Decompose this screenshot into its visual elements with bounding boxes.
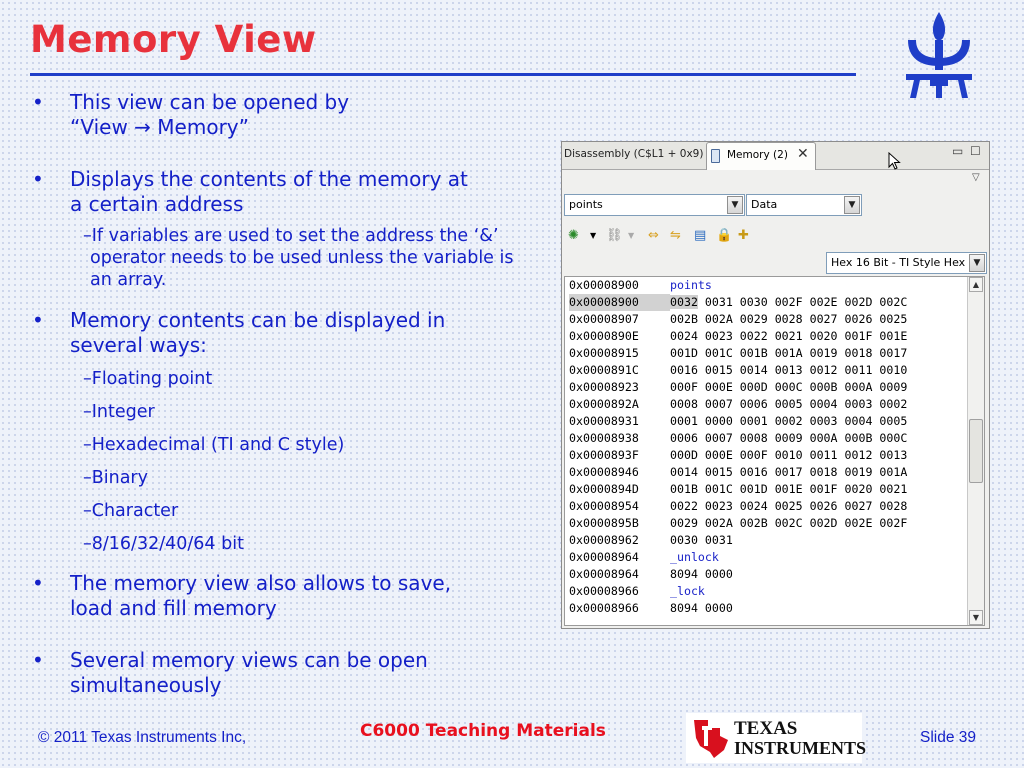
memory-values: 0001 0000 0001 0002 0003 0004 0005 — [670, 414, 908, 428]
sub-bullet-text: –If variables are used to set the address the ‘&’ operator needs to be used unless the variable is an array. — [83, 226, 514, 290]
scrollbar-thumb[interactable] — [969, 419, 983, 483]
bullet-item — [30, 571, 540, 621]
sub-bullet-text: –Hexadecimal (TI and C style) — [83, 435, 345, 455]
bullet-dot: • — [32, 648, 44, 672]
bullet-text-cont: a certain address — [70, 192, 244, 216]
bullet-item — [30, 90, 540, 140]
bullet-item — [30, 648, 540, 698]
bullet-item — [30, 167, 540, 217]
bullet-item — [30, 308, 540, 358]
bullet-list — [30, 88, 540, 698]
memory-address: 0x00008954 — [569, 499, 639, 513]
ti-map-icon — [690, 716, 730, 760]
sub-bullet — [30, 533, 540, 555]
memory-row[interactable] — [569, 328, 907, 345]
chevron-down-icon[interactable]: ▼ — [969, 254, 985, 272]
memory-address: 0x0000895B — [569, 516, 639, 530]
vertical-scrollbar[interactable] — [967, 277, 984, 625]
memory-address: 0x00008923 — [569, 380, 639, 394]
memory-address: 0x00008966 — [569, 601, 639, 615]
memory-address: 0x0000891C — [569, 363, 639, 377]
sub-bullet — [30, 225, 540, 291]
bullet-text: Displays the contents of the memory at — [70, 167, 468, 191]
memory-row[interactable] — [569, 277, 907, 294]
lock-icon[interactable]: 🔒 — [716, 228, 733, 243]
view-tab-bar — [562, 142, 989, 170]
memory-row[interactable] — [569, 294, 907, 311]
memory-symbol: _unlock — [670, 550, 719, 564]
memory-values: 0014 0015 0016 0017 0018 0019 001A — [670, 465, 908, 479]
minimize-icon[interactable]: ▭ — [952, 144, 964, 158]
scroll-up-icon[interactable]: ▲ — [969, 277, 983, 292]
memory-address: 0x00008966 — [569, 584, 639, 598]
bullet-text-cont: several ways: — [70, 333, 207, 357]
memory-address: 0x0000892A — [569, 397, 639, 411]
university-emblem-icon — [900, 10, 978, 104]
bullet-dot: • — [32, 167, 44, 191]
memory-row[interactable] — [569, 345, 907, 362]
memory-row[interactable] — [569, 430, 907, 447]
memory-row[interactable] — [569, 379, 907, 396]
bullet-text-cont: load and fill memory — [70, 596, 277, 620]
sub-bullet — [30, 434, 540, 456]
memory-row[interactable] — [569, 396, 907, 413]
memory-type-value: Data — [751, 198, 778, 211]
memory-values: 001D 001C 001B 001A 0019 0018 0017 — [670, 346, 908, 360]
address-input-value: points — [569, 198, 603, 211]
memory-address: 0x00008946 — [569, 465, 639, 479]
memory-values: 0024 0023 0022 0021 0020 001F 001E — [670, 329, 908, 343]
view-menu-chevron-down-icon[interactable]: ▽ — [972, 172, 980, 183]
memory-row[interactable] — [569, 464, 907, 481]
memory-address: 0x00008938 — [569, 431, 639, 445]
slide-number: Slide 39 — [920, 729, 977, 746]
memory-dump-area[interactable] — [564, 276, 985, 626]
memory-symbol: _lock — [670, 584, 705, 598]
memory-tab-icon — [711, 149, 720, 163]
memory-value-highlighted: 0032 — [670, 295, 698, 309]
bullet-text: This view can be opened by — [70, 90, 350, 114]
memory-view-window — [561, 141, 990, 629]
memory-values: 0006 0007 0008 0009 000A 000B 000C — [670, 431, 908, 445]
copyright-text: © 2011 Texas Instruments Inc, — [38, 729, 247, 746]
memory-values: 8094 0000 — [670, 601, 733, 615]
sub-bullet — [30, 500, 540, 522]
memory-address: 0x00008915 — [569, 346, 639, 360]
maximize-icon[interactable]: ☐ — [970, 144, 981, 158]
memory-row[interactable] — [569, 447, 907, 464]
dropdown-arrow-icon[interactable]: ▼ — [628, 231, 635, 240]
memory-values: 000F 000E 000D 000C 000B 000A 0009 — [670, 380, 908, 394]
memory-address: 0x0000890E — [569, 329, 639, 343]
mouse-cursor-icon — [888, 152, 902, 172]
tab-memory[interactable] — [706, 142, 816, 170]
bullet-text: Several memory views can be open — [70, 648, 428, 672]
memory-row[interactable] — [569, 549, 907, 566]
memory-type-select[interactable] — [746, 194, 862, 216]
memory-address: 0x0000893F — [569, 448, 639, 462]
save-memory-icon[interactable]: ▤ — [694, 228, 707, 243]
memory-address: 0x00008962 — [569, 533, 639, 547]
sub-bullet — [30, 467, 540, 489]
chevron-down-icon[interactable]: ▼ — [727, 196, 743, 214]
bullet-text: Memory contents can be displayed in — [70, 308, 446, 332]
sub-bullet-text: –Character — [83, 501, 179, 521]
slide-title: Memory View — [30, 18, 317, 61]
format-select-value: Hex 16 Bit - TI Style Hex — [831, 256, 966, 269]
memory-rows — [569, 277, 907, 617]
memory-row[interactable] — [569, 481, 907, 498]
sub-bullet-text: –Integer — [83, 402, 155, 422]
memory-row[interactable] — [569, 566, 907, 583]
memory-values: 002B 002A 0029 0028 0027 0026 0025 — [670, 312, 908, 326]
memory-values: 0016 0015 0014 0013 0012 0011 0010 — [670, 363, 908, 377]
memory-values: 0022 0023 0024 0025 0026 0027 0028 — [670, 499, 908, 513]
address-input[interactable] — [564, 194, 745, 216]
sub-bullet-text: –Floating point — [83, 369, 213, 389]
sub-bullet-text: –8/16/32/40/64 bit — [83, 534, 244, 554]
memory-values: 0008 0007 0006 0005 0004 0003 0002 — [670, 397, 908, 411]
memory-row[interactable] — [569, 311, 907, 328]
memory-row[interactable] — [569, 413, 907, 430]
memory-address: 0x0000894D — [569, 482, 639, 496]
memory-address: 0x00008931 — [569, 414, 639, 428]
sub-bullet — [30, 401, 540, 423]
tab-memory-label: Memory (2) — [727, 149, 788, 161]
sub-bullet — [30, 368, 540, 390]
scroll-down-icon[interactable]: ▼ — [969, 610, 983, 625]
import-memory-icon[interactable]: ⇔ — [648, 228, 659, 243]
memory-row[interactable] — [569, 498, 907, 515]
ti-brand-line1: TEXAS — [734, 718, 798, 739]
memory-values: 0031 0030 002F 002E 002D 002C — [704, 295, 908, 309]
memory-values: 8094 0000 — [670, 567, 733, 581]
bullet-dot: • — [32, 571, 44, 595]
memory-address: 0x00008907 — [569, 312, 639, 326]
dropdown-arrow-icon[interactable]: ▼ — [590, 231, 597, 240]
bullet-text-cont: simultaneously — [70, 673, 222, 697]
memory-row[interactable] — [569, 600, 907, 617]
close-icon[interactable]: ✕ — [797, 146, 809, 162]
footer-course-title: C6000 Teaching Materials — [360, 721, 606, 741]
memory-address: 0x00008900 — [569, 294, 670, 311]
texas-instruments-logo — [686, 713, 867, 763]
bullet-dot: • — [32, 308, 44, 332]
memory-address: 0x00008964 — [569, 567, 639, 581]
sub-bullet-text: –Binary — [83, 468, 148, 488]
tab-disassembly[interactable]: Disassembly (C$L1 + 0x9) — [564, 148, 704, 160]
new-memory-view-icon[interactable]: ✚ — [738, 228, 749, 243]
format-select[interactable] — [826, 252, 987, 274]
bullet-dot: • — [32, 90, 44, 114]
title-underline — [30, 73, 856, 76]
bullet-text-cont: “View → Memory” — [70, 115, 249, 139]
memory-row[interactable] — [569, 532, 907, 549]
ti-brand-line2: INSTRUMENTS — [734, 738, 867, 758]
memory-row[interactable] — [569, 515, 907, 532]
link-icon[interactable]: ⛓ — [606, 228, 623, 243]
memory-symbol: points — [670, 278, 712, 292]
memory-row[interactable] — [569, 362, 907, 379]
memory-values: 0029 002A 002B 002C 002D 002E 002F — [670, 516, 908, 530]
bullet-text: The memory view also allows to save, — [70, 571, 452, 595]
refresh-icon[interactable]: ✺ — [568, 228, 579, 243]
chevron-down-icon[interactable]: ▼ — [844, 196, 860, 214]
memory-address: 0x00008900 — [569, 278, 639, 292]
memory-values: 0030 0031 — [670, 533, 733, 547]
memory-address: 0x00008964 — [569, 550, 639, 564]
memory-values: 000D 000E 000F 0010 0011 0012 0013 — [670, 448, 908, 462]
memory-values: 001B 001C 001D 001E 001F 0020 0021 — [670, 482, 908, 496]
fill-memory-icon[interactable]: ⇋ — [670, 228, 681, 243]
memory-row[interactable] — [569, 583, 907, 600]
